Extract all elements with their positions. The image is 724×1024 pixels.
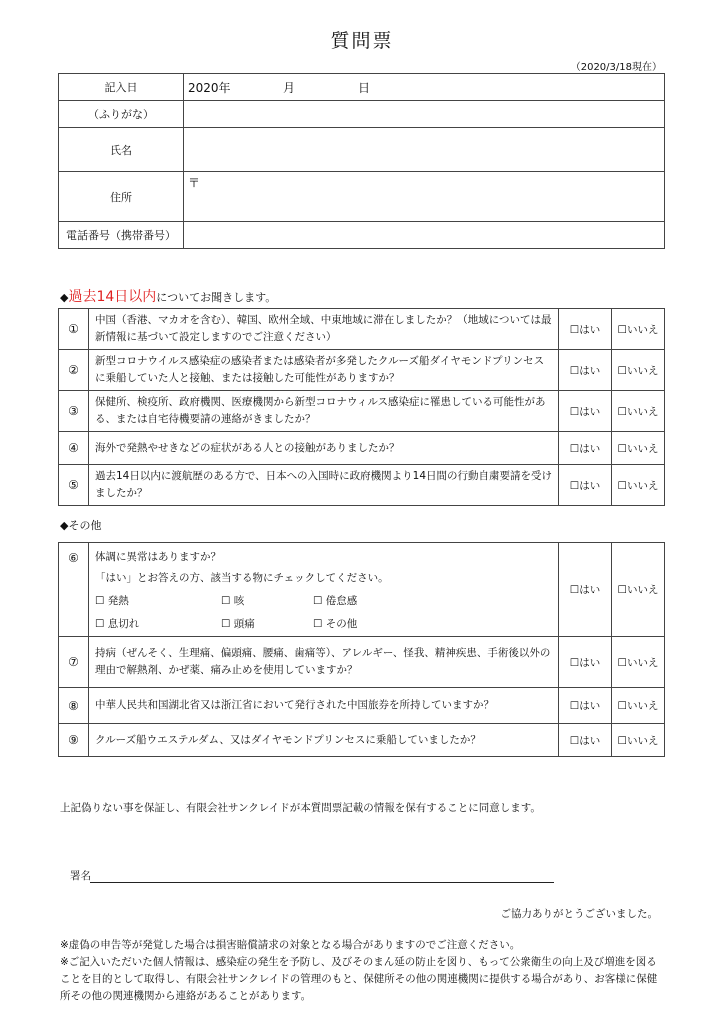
table-row: [59, 432, 665, 465]
furigana-label: （ふりがな）: [59, 101, 184, 128]
question-text: 持病（ぜんそく、生理痛、偏頭痛、腰痛、歯痛等）、アレルギー、怪我、精神疾患、手術後以外の理由で解熱剤、かぜ薬、痛み止めを使用していますか？: [89, 637, 559, 688]
note-item: ※ご記入いただいた個人情報は、感染症の発生を予防し、及びそのまん延の防止を図り、もって公衆衛生の向上及び増進を図ることを目的として取得し、有限会社サンクレイドの管理のもと、保健所その他の関連機関に提供する場合があり、お客様に保健所その他の関連機関から連絡があることがあります。: [60, 956, 658, 1002]
as-of-date: （2020/3/18現在）: [570, 62, 662, 73]
furigana-field[interactable]: [184, 101, 665, 128]
question-number: ②: [59, 350, 89, 391]
no-checkbox[interactable]: ☐いいえ: [612, 391, 665, 432]
section1-heading: ◆過去14日以内についてお聞きします。: [60, 289, 277, 305]
table-row: [59, 724, 665, 757]
question-text: 新型コロナウイルス感染症の感染者または感染者が多発したクルーズ船ダイヤモンドプリンセスに乗船していた人と接触、または接触した可能性がありますか？: [89, 350, 559, 391]
section1-highlight: 過去14日以内: [68, 289, 157, 305]
personal-info-table: [58, 73, 665, 249]
no-checkbox[interactable]: ☐いいえ: [612, 432, 665, 465]
date-field[interactable]: [184, 74, 665, 101]
thanks-message: ご協力ありがとうございました。: [500, 908, 658, 920]
date-month: 月: [283, 80, 296, 95]
table-row: [59, 391, 665, 432]
no-checkbox[interactable]: ☐いいえ: [612, 465, 665, 506]
note-item: ※虚偽の申告等が発覚した場合は損害賠償請求の対象となる場合がありますのでご注意ください。: [60, 939, 521, 951]
page-title: 質問票: [330, 30, 394, 52]
signature-field[interactable]: [90, 882, 554, 883]
yes-checkbox[interactable]: ☐はい: [559, 637, 612, 688]
postal-mark: 〒: [188, 176, 201, 190]
question-text: 体調に異常はありますか？: [95, 551, 221, 563]
question-table-1: [58, 308, 665, 506]
symptom-checkbox[interactable]: ☐ 息切れ: [95, 618, 140, 630]
question-text: 中国（香港、マカオを含む）、韓国、欧州全域、中東地域に滞在しましたか？（地域については最新情報に基づいて設定しますのでご注意ください）: [89, 309, 559, 350]
question-text: 過去14日以内に渡航歴のある方で、日本への入国時に政府機関より14日間の行動自粛要請を受けましたか？: [89, 465, 559, 506]
table-row: [59, 350, 665, 391]
question-number: ⑥: [59, 543, 89, 637]
notes: [60, 937, 666, 1005]
symptom-checkbox[interactable]: ☐ その他: [313, 618, 358, 630]
yes-checkbox[interactable]: ☐はい: [559, 309, 612, 350]
symptom-options: [95, 593, 552, 633]
yes-checkbox[interactable]: ☐はい: [559, 543, 612, 637]
phone-field[interactable]: [184, 222, 665, 249]
question-number: ⑧: [59, 688, 89, 724]
symptom-checkbox[interactable]: ☐ 頭痛: [221, 618, 255, 630]
table-row: [59, 688, 665, 724]
table-row: [59, 465, 665, 506]
question-number: ⑨: [59, 724, 89, 757]
signature-label: 署名: [70, 870, 91, 882]
date-day: 日: [358, 80, 371, 95]
yes-checkbox[interactable]: ☐はい: [559, 688, 612, 724]
date-year: 2020年: [188, 80, 231, 95]
date-label: 記入日: [59, 74, 184, 101]
question-6-cell: [89, 543, 559, 637]
question-number: ④: [59, 432, 89, 465]
name-label: 氏名: [59, 128, 184, 172]
symptom-checkbox[interactable]: ☐ 咳: [221, 595, 245, 607]
consent-statement: 上記偽りない事を保証し、有限会社サンクレイドが本質問票記載の情報を保有することに同意します。: [60, 802, 541, 814]
question-number: ①: [59, 309, 89, 350]
question-text: 保健所、検疫所、政府機関、医療機関から新型コロナウィルス感染症に罹患している可能性がある、または自宅待機要請の連絡がきましたか？: [89, 391, 559, 432]
yes-checkbox[interactable]: ☐はい: [559, 391, 612, 432]
no-checkbox[interactable]: ☐いいえ: [612, 543, 665, 637]
table-row: [59, 543, 665, 637]
yes-checkbox[interactable]: ☐はい: [559, 350, 612, 391]
no-checkbox[interactable]: ☐いいえ: [612, 309, 665, 350]
address-field[interactable]: [184, 172, 665, 222]
no-checkbox[interactable]: ☐いいえ: [612, 688, 665, 724]
question-number: ⑦: [59, 637, 89, 688]
question-sub-text: 「はい」とお答えの方、該当する物にチェックしてください。: [95, 572, 389, 584]
table-row: [59, 309, 665, 350]
yes-checkbox[interactable]: ☐はい: [559, 432, 612, 465]
yes-checkbox[interactable]: ☐はい: [559, 465, 612, 506]
phone-label: 電話番号（携帯番号）: [59, 222, 184, 249]
section2-heading: ◆その他: [60, 519, 102, 532]
question-text: 中華人民共和国湖北省又は浙江省において発行された中国旅券を所持していますか？: [89, 688, 559, 724]
table-row: [59, 637, 665, 688]
name-field[interactable]: [184, 128, 665, 172]
no-checkbox[interactable]: ☐いいえ: [612, 637, 665, 688]
symptom-checkbox[interactable]: ☐ 発熱: [95, 595, 129, 607]
symptom-checkbox[interactable]: ☐ 倦怠感: [313, 595, 358, 607]
question-text: クルーズ船ウエステルダム、又はダイヤモンドプリンセスに乗船していましたか？: [89, 724, 559, 757]
no-checkbox[interactable]: ☐いいえ: [612, 350, 665, 391]
question-text: 海外で発熱やせきなどの症状がある人との接触がありましたか？: [89, 432, 559, 465]
question-number: ⑤: [59, 465, 89, 506]
address-label: 住所: [59, 172, 184, 222]
question-number: ③: [59, 391, 89, 432]
yes-checkbox[interactable]: ☐はい: [559, 724, 612, 757]
question-table-2: [58, 542, 665, 757]
no-checkbox[interactable]: ☐いいえ: [612, 724, 665, 757]
